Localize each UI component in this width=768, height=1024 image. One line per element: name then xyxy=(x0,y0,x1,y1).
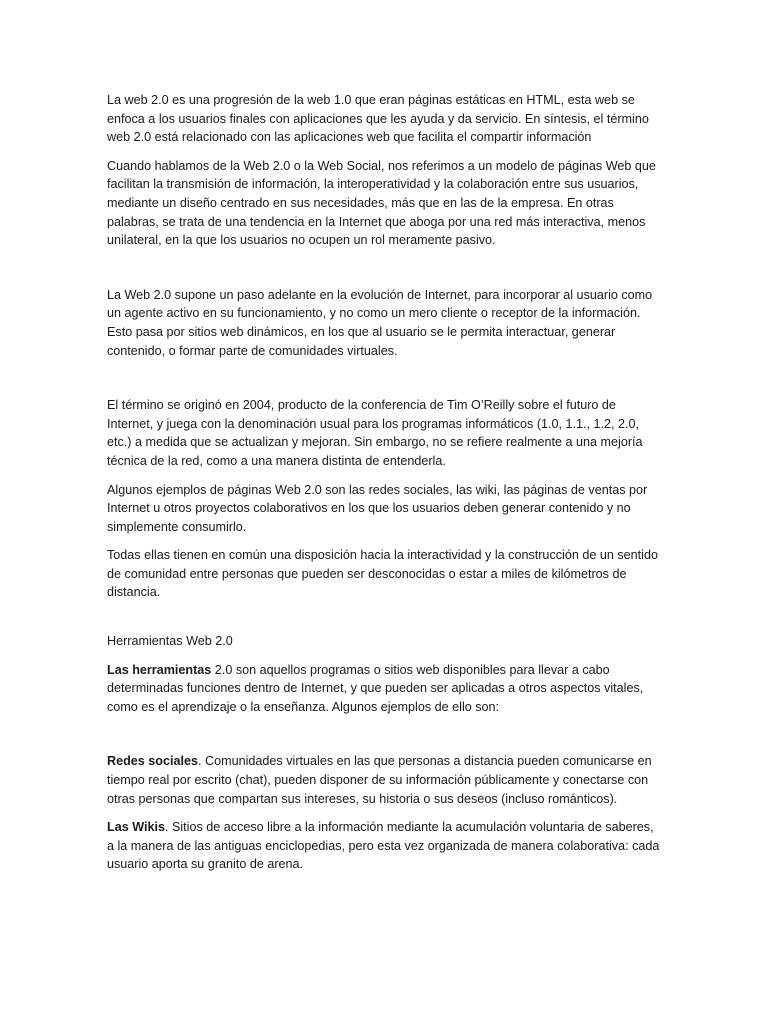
paragraph-wikis-text: . Sitios de acceso libre a la información mediante la acumulación voluntaria de saberes, a la manera de las antiguas enciclopedias, pero esta vez organizada de manera colaborativa: cada usuario aporta su granito de arena. xyxy=(107,820,660,872)
bold-term-redes-sociales: Redes sociales xyxy=(107,754,199,769)
paragraph-redes-sociales-text: . Comunidades virtuales en las que personas a distancia pueden comunicarse en tiempo real por escrito (chat), pueden disponer de su información públicamente y conectarse con otras personas que compartan sus intereses, su historia o sus deseos (incluso románticos). xyxy=(107,754,652,806)
paragraph-wikis xyxy=(107,818,663,874)
paragraph-web20-intro: La web 2.0 es una progresión de la web 1.0 que eran páginas estáticas en HTML, esta web se enfoca a los usuarios finales con aplicaciones que les ayuda y da servicio. En síntesis, el término web 2.0 está relacionado con las aplicaciones web que facilita el compartir información xyxy=(107,93,649,145)
paragraph-web-social: Cuando hablamos de la Web 2.0 o la Web Social, nos referimos a un modelo de páginas Web que facilitan la transmisión de información, la interoperatividad y la colaboración entre sus usuarios, mediante un diseño centrado en sus necesidades, más que en las de la empresa. En otras palabras, se trata de una tendencia en la Internet que aboga por una red más interactiva, menos unilateral, en la que los usuarios no ocupen un rol meramente pasivo. xyxy=(107,158,656,248)
paragraph-herramientas-text: 2.0 son aquellos programas o sitios web disponibles para llevar a cabo determinadas funciones dentro de Internet, y que pueden ser aplicadas a otros aspectos vitales, como es el aprendizaje o la enseñanza. Algunos ejemplos de ello son: xyxy=(107,662,644,714)
bold-term-herramientas: Las herramientas xyxy=(107,662,212,677)
bold-term-wikis: Las Wikis xyxy=(107,820,165,835)
paragraph-paso-adelante: La Web 2.0 supone un paso adelante en la evolución de Internet, para incorporar al usuario como un agente activo en su funcionamiento, y no como un mero cliente o receptor de la información. Esto pasa por sitios web dinámicos, en los que al usuario se le permita interactuar, generar contenido, o formar parte de comunidades virtuales. xyxy=(107,287,653,358)
paragraph-herramientas xyxy=(107,661,663,717)
paragraph-comunidad: Todas ellas tienen en común una disposición hacia la interactividad y la construcción de un sentido de comunidad entre personas que pueden ser desconocidas o estar a miles de kilómetros de distancia. xyxy=(107,548,658,600)
paragraph-ejemplos: Algunos ejemplos de páginas Web 2.0 son las redes sociales, las wiki, las páginas de ventas por Internet u otros proyectos colaborativos en los que los usuarios deben generar contenido y no simplemente consumirlo. xyxy=(107,482,648,534)
paragraph-redes-sociales xyxy=(107,752,663,808)
paragraph-origen-termino: El término se originó en 2004, producto de la conferencia de Tim O’Reilly sobre el futuro de Internet, y juega con la denominación usual para los programas informáticos (1.0, 1.1., 1.2, 2.0, etc.) a medida que se actualizan y mejoran. Sin embargo, no se refiere realmente a una mejoría técnica de la red, como a una manera distinta de entenderla. xyxy=(107,398,643,468)
document-body xyxy=(107,91,663,884)
section-heading-herramientas: Herramientas Web 2.0 xyxy=(107,634,233,649)
